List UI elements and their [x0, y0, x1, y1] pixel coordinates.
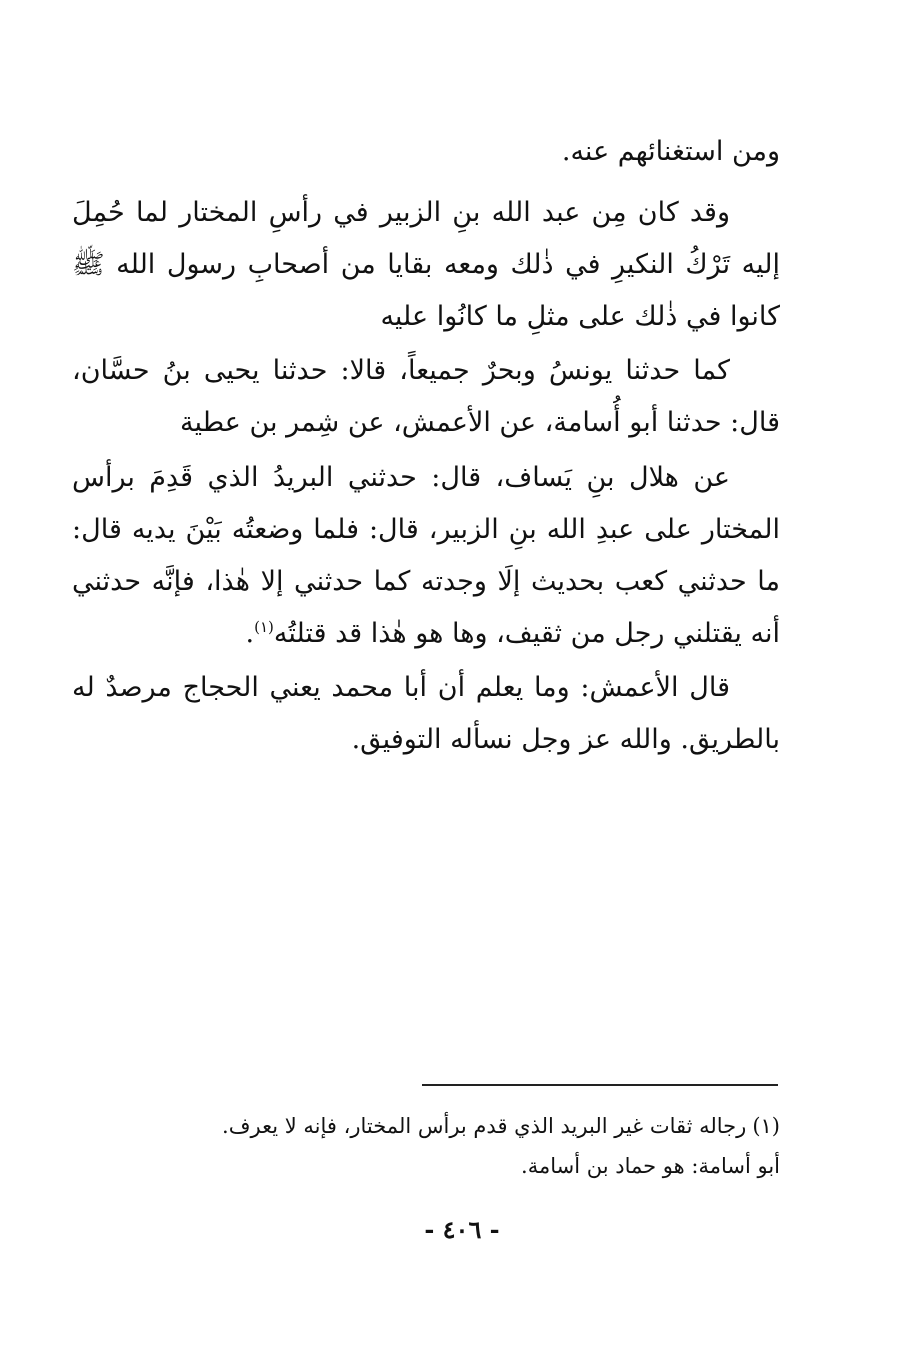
paragraph-text: ومن استغنائهم عنه. — [561, 136, 780, 167]
paragraph-isnad — [72, 345, 780, 449]
footnote-reference[interactable]: (١) — [254, 618, 274, 636]
paragraph-continuation — [72, 126, 780, 178]
paragraph-text: قال الأعمش: وما يعلم أن أبا محمد يعني الحجاج مرصدٌ له بالطريق. والله عز وجل نسأله التوفيق. — [72, 672, 780, 755]
footnote-text: أبو أسامة: هو حماد بن أسامة. — [521, 1154, 780, 1178]
paragraph-text: عن هلال بنِ يَساف، قال: حدثني البريدُ الذي قَدِمَ برأس المختار على عبدِ الله بنِ الزبير، قال: فلما وضعتُه بَيْنَ يديه قال: ما حدثني كعب بحديث إلَا وجدته كما حدثني إلا هٰذا، فإنَّه حدثني أنه يقتلني رجل من ثقيف، وها هو هٰذا قد قتلتُه — [72, 462, 780, 649]
footnote-1 — [150, 1106, 780, 1146]
paragraph-end-punct: . — [245, 618, 255, 649]
paragraph-text: كما حدثنا يونسُ وبحرٌ جميعاً، قالا: حدثنا يحيى بنُ حسَّان، قال: حدثنا أبو أُسامة، عن الأعمش، عن شِمر بن عطية — [72, 355, 780, 438]
footnote-number: (١) — [752, 1114, 780, 1138]
footnotes-section — [150, 1106, 780, 1186]
paragraph-text: وقد كان مِن عبد الله بنِ الزبير في رأسِ المختار لما حُمِلَ إليه تَرْكُ النكيرِ في ذٰلك ومعه بقايا من أصحابِ رسول الله ﷺ كانوا في ذٰلك على مثلِ ما كانُوا عليه — [72, 197, 780, 332]
footnote-text: رجاله ثقات غير البريد الذي قدم برأس المختار، فإنه لا يعرف. — [222, 1114, 747, 1138]
paragraph-narration — [72, 187, 780, 343]
paragraph-comment — [72, 662, 780, 766]
footnote-divider — [422, 1084, 778, 1086]
paragraph-hadith — [72, 452, 780, 660]
footnote-1-continuation — [150, 1146, 780, 1186]
paragraph-hadith-body — [72, 452, 780, 660]
page-number: - ٤٠٦ - — [424, 1215, 500, 1244]
